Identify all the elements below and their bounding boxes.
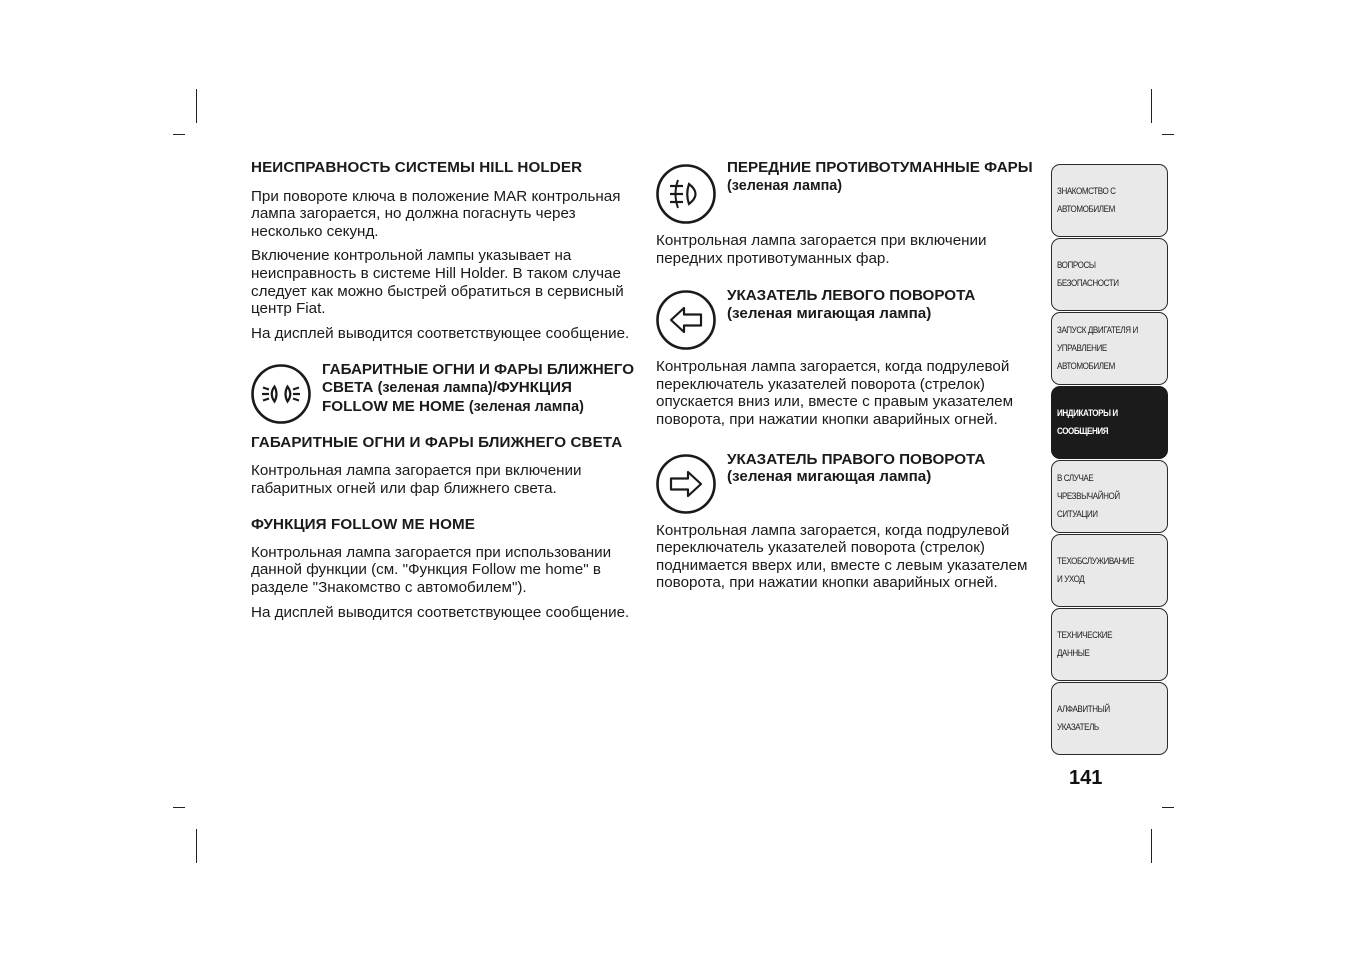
right-turn-block: [656, 451, 1040, 514]
middle-column: [656, 159, 1040, 599]
tab-safety[interactable]: [1051, 238, 1168, 311]
right-turn-paragraph: Контрольная лампа загорается, когда подрулевой переключатель указателей поворота (стрелок) поднимается вверх или, вместе с левым указателем поворота, при нажатии кнопки аварийных огней.: [656, 521, 1028, 592]
right-turn-title: [727, 451, 985, 486]
crop-mark: [1151, 829, 1152, 863]
position-lights-subtitle: (зеленая лампа): [377, 379, 493, 396]
right-turn-arrow-icon: [656, 454, 716, 514]
hill-holder-paragraph-1: При повороте ключа в положение MAR контрольная лампа загорается, но должна погаснуть через несколько секунд.: [251, 187, 621, 240]
position-lights-icon: [251, 364, 311, 424]
hill-holder-paragraph-2: Включение контрольной лампы указывает на неисправность в системе Hill Holder. В таком случае следует как можно быстрей обратиться в сервисный центр Fiat.: [251, 247, 624, 318]
fog-lights-subtitle: (зеленая лампа): [727, 177, 843, 194]
hill-holder-heading: НЕИСПРАВНОСТЬ СИСТЕМЫ HILL HOLDER: [251, 159, 583, 176]
tab-getting-to-know[interactable]: [1051, 164, 1168, 237]
position-lights-heading: ГАБАРИТНЫЕ ОГНИ И ФАРЫ БЛИЖНЕГО СВЕТА: [322, 361, 635, 396]
left-turn-subtitle: (зеленая мигающая лампа): [727, 304, 932, 322]
crop-mark: [1162, 134, 1174, 135]
tab-technical-data[interactable]: [1051, 608, 1168, 681]
position-lights-title: [322, 361, 641, 416]
tab-label: ТЕХОБСЛУЖИВАНИЕ И УХОД: [1057, 555, 1135, 585]
fog-lights-paragraph: Контрольная лампа загорается при включении передних противотуманных фар.: [656, 232, 987, 267]
left-turn-block: [656, 287, 1040, 350]
crop-mark: [196, 829, 197, 863]
fog-lights-block: [656, 159, 1040, 224]
right-turn-subtitle: (зеленая мигающая лампа): [727, 468, 932, 486]
left-turn-heading: УКАЗАТЕЛЬ ЛЕВОГО ПОВОРОТА: [727, 287, 976, 305]
fog-lights-heading: ПЕРЕДНИЕ ПРОТИВОТУМАННЫЕ ФАРЫ: [727, 159, 1033, 176]
follow-me-home-subtitle: (зеленая лампа): [468, 398, 584, 415]
position-lights-section-heading: ГАБАРИТНЫЕ ОГНИ И ФАРЫ БЛИЖНЕГО СВЕТА: [251, 434, 623, 452]
crop-mark: [1162, 807, 1174, 808]
tab-warning-lights-messages[interactable]: [1051, 386, 1168, 459]
follow-me-home-paragraph-1: Контрольная лампа загорается при использовании данной функции (см. "Функция Follow me home" в разделе "Знакомство с автомобилем").: [251, 543, 612, 596]
tab-label: АЛФАВИТНЫЙ УКАЗАТЕЛЬ: [1057, 703, 1110, 733]
left-column: [251, 159, 641, 628]
tab-label: ВОПРОСЫ БЕЗОПАСНОСТИ: [1057, 259, 1119, 289]
tab-label: ИНДИКАТОРЫ И СООБЩЕНИЯ: [1057, 407, 1118, 437]
tab-label: ЗАПУСК ДВИГАТЕЛЯ И УПРАВЛЕНИЕ АВТОМОБИЛЕМ: [1057, 324, 1138, 372]
hill-holder-paragraph-3: На дисплей выводится соответствующее сообщение.: [251, 324, 630, 342]
crop-mark: [173, 134, 185, 135]
tab-index[interactable]: [1051, 682, 1168, 755]
tab-label: ТЕХНИЧЕСКИЕ ДАННЫЕ: [1057, 629, 1113, 659]
left-turn-title: [727, 287, 975, 322]
fog-lights-title: [727, 159, 1040, 195]
follow-me-home-heading: ФУНКЦИЯ FOLLOW ME HOME: [251, 516, 475, 534]
tab-starting-driving[interactable]: [1051, 312, 1168, 385]
right-turn-heading: УКАЗАТЕЛЬ ПРАВОГО ПОВОРОТА: [727, 450, 986, 468]
position-lights-paragraph: Контрольная лампа загорается при включении габаритных огней или фар ближнего света.: [251, 461, 582, 497]
follow-me-home-paragraph-2: На дисплей выводится соответствующее сообщение.: [251, 603, 630, 621]
crop-mark: [1151, 89, 1152, 123]
tab-maintenance[interactable]: [1051, 534, 1168, 607]
chapter-tabs: [1051, 164, 1168, 756]
crop-mark: [196, 89, 197, 123]
left-turn-paragraph: Контрольная лампа загорается, когда подрулевой переключатель указателей поворота (стрелок) опускается вниз или, вместе с правым указателем поворота, при нажатии кнопки аварийных огней.: [656, 358, 1014, 428]
position-lights-block: [251, 361, 641, 424]
follow-me-home-title: /ФУНКЦИЯ FOLLOW ME HOME: [322, 378, 572, 415]
tab-emergency[interactable]: [1051, 460, 1168, 533]
tab-label: ЗНАКОМСТВО С АВТОМОБИЛЕМ: [1057, 185, 1116, 215]
tab-label: В СЛУЧАЕ ЧРЕЗВЫЧАЙНОЙ СИТУАЦИИ: [1057, 472, 1120, 520]
left-turn-arrow-icon: [656, 290, 716, 350]
front-fog-lights-icon: [656, 164, 716, 224]
crop-mark: [173, 807, 185, 808]
page-number: 141: [1069, 767, 1103, 789]
